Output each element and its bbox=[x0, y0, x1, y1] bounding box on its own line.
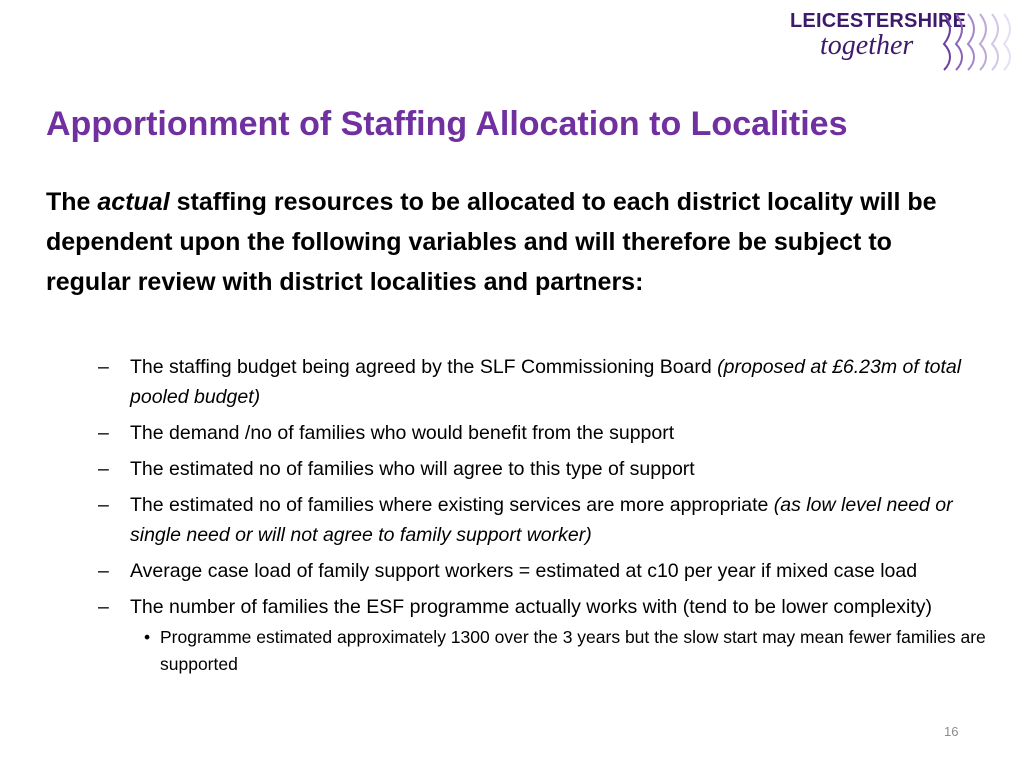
dash-bullet-icon: – bbox=[98, 494, 109, 516]
slide-title: Apportionment of Staffing Allocation to Localities bbox=[46, 105, 848, 143]
dot-bullet-icon: • bbox=[144, 627, 151, 647]
list-item-italic: (proposed at £6.23m of total pooled budget) bbox=[130, 356, 962, 408]
list-item bbox=[98, 352, 998, 412]
sub-list bbox=[130, 624, 998, 678]
list-item bbox=[98, 418, 998, 448]
list-item-text: The demand /no of families who would benefit from the support bbox=[130, 422, 675, 444]
list-item bbox=[98, 592, 998, 678]
page-number: 16 bbox=[944, 724, 959, 739]
list-item-text: Average case load of family support workers = estimated at c10 per year if mixed case load bbox=[130, 560, 918, 582]
list-item bbox=[98, 556, 998, 586]
list-item-text: The staffing budget being agreed by the SLF Commissioning Board bbox=[130, 356, 718, 378]
leicestershire-together-logo bbox=[790, 6, 1022, 76]
logo-word-leicestershire: LEICESTERSHIRE bbox=[790, 10, 967, 32]
list-item-text: The number of families the ESF programme actually works with (tend to be lower complexity) bbox=[130, 596, 932, 618]
dash-bullet-icon: – bbox=[98, 458, 109, 480]
dash-bullet-icon: – bbox=[98, 596, 109, 618]
dash-bullet-icon: – bbox=[98, 356, 109, 378]
logo-word-together: together bbox=[820, 30, 914, 61]
intro-text-start: The bbox=[46, 188, 98, 216]
list-item-italic: (as low level need or single need or will not agree to family support worker) bbox=[130, 494, 953, 546]
variables-list bbox=[98, 352, 998, 684]
logo-swirl-icon bbox=[940, 8, 1020, 72]
dash-bullet-icon: – bbox=[98, 560, 109, 582]
list-item bbox=[98, 490, 998, 550]
dash-bullet-icon: – bbox=[98, 422, 109, 444]
sub-list-item bbox=[130, 624, 998, 678]
list-item bbox=[98, 454, 998, 484]
intro-paragraph bbox=[46, 182, 976, 302]
sub-list-item-text: Programme estimated approximately 1300 over the 3 years but the slow start may mean fewer families are supported bbox=[160, 627, 986, 674]
list-item-text: The estimated no of families who will agree to this type of support bbox=[130, 458, 695, 480]
list-item-text: The estimated no of families where existing services are more appropriate bbox=[130, 494, 774, 516]
intro-text-end: staffing resources to be allocated to each district locality will be dependent upon the following variables and will therefore be subject to regular review with district localities and partners: bbox=[46, 188, 937, 296]
intro-emphasis: actual bbox=[97, 188, 170, 216]
